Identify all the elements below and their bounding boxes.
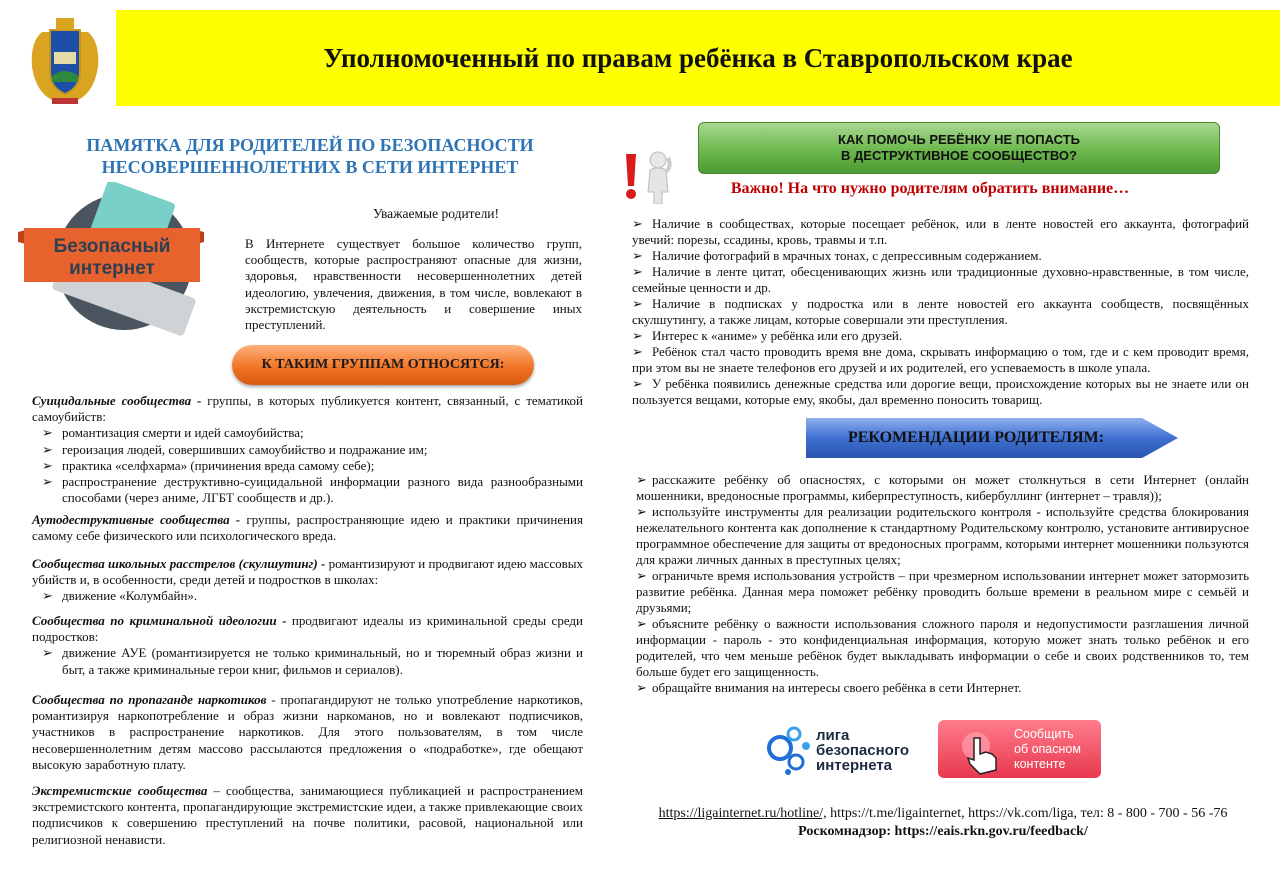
bullet-icon: ➢ [632, 216, 643, 231]
exclamation-person-icon [622, 148, 686, 204]
safe-logo-line: интернет [69, 258, 155, 279]
bullet-icon: ➢ [42, 474, 53, 490]
bullet-icon: ➢ [42, 441, 53, 457]
section-autodestructive [32, 512, 583, 544]
section-text: группы, распространяющие идею и практики причинения самому себе физического или психологического вреда. [32, 512, 583, 544]
list-item: Наличие в ленте цитат, обесценивающих жизнь или традиционные духовно-нравственные, в том числе, семейные ценности и др. [632, 264, 1249, 295]
hotline-link[interactable]: https://ligainternet.ru/hotline/, [658, 806, 827, 821]
bullet-icon: ➢ [42, 588, 53, 604]
list-item: романтизация смерти и идей самоубийства; [62, 425, 304, 441]
recommendations-list [636, 472, 1249, 696]
list-item: практика «селфхарма» (причинения вреда самому себе); [62, 457, 375, 473]
bullet-icon: ➢ [42, 425, 53, 441]
list-item: Наличие фотографий в мрачных тонах, с депрессивным содержанием. [652, 248, 1042, 263]
section-drugs [32, 692, 583, 773]
list-item: распространение деструктивно-суицидальной информации разного вида разнообразными способами (через аниме, ЛГБТ сообществ и др.). [62, 474, 583, 506]
bullet-icon: ➢ [632, 376, 643, 391]
liga-logo-line: интернета [816, 757, 893, 774]
list-item: используйте инструменты для реализации родительского контроля - используйте средства блокирования нежелательного контента как дополнение к стандартному Родительскому контролю, установите антивирусное программное обеспечение для защиты от вредоносных программ, которыми интернет мошенники пользуются для кражи личных данных в преступных целях; [636, 504, 1249, 567]
section-text: - пропагандируют не только употребление наркотиков, романтизируя наркопотребление и образ жизни наркоманов, но и вовлекают подписчиков, участников в распространение наркотиков. Для этого пользователям, в том числе несовершеннолетним детям массово рассылаются предложения о «подработке», где обещают высокую заработную плату. [32, 692, 583, 772]
safe-internet-logo [14, 182, 214, 342]
section-title: Сообщества школьных расстрелов (скулшутинг) - [32, 556, 326, 571]
contact-links [628, 806, 1258, 822]
help-heading-line: В ДЕСТРУКТИВНОЕ СООБЩЕСТВО? [841, 148, 1077, 163]
list-item: обращайте внимания на интересы своего ребёнка в сети Интернет. [652, 680, 1022, 695]
liga-logo-line: безопасного [816, 742, 910, 759]
report-button-label[interactable] [1014, 727, 1094, 772]
report-label-line: Сообщить [1014, 727, 1074, 741]
list-item: расскажите ребёнку об опасностях, с которыми он может столкнуться в сети Интернет (онлайн мошенники, вредоносные программы, киберпреступность, кибербуллинг (интернет – травля)); [636, 472, 1249, 503]
important-heading: Важно! На что нужно родителям обратить внимание… [730, 180, 1130, 197]
memo-title [40, 134, 580, 178]
list-item: Ребёнок стал часто проводить время вне дома, скрывать информацию о том, где и с кем проводит время, при этом вы не знаете телефонов его друзей и их родителей, его успеваемость в школе упала. [632, 344, 1249, 375]
liga-logo [766, 722, 926, 778]
bullet-icon: ➢ [632, 248, 643, 263]
section-criminal [32, 613, 583, 678]
bullet-icon: ➢ [636, 680, 647, 695]
list-item: У ребёнка появились денежные средства или дорогие вещи, происхождение которых вы не знаете или он пользуется вещами, которые ему, якобы, дал временно поносить товарищ. [632, 376, 1249, 407]
list-item: Наличие в подписках у подростка или в ленте новостей его аккаунта сообществ, посвящённых скулшутингу, а также лицам, которые совершали эти преступления. [632, 296, 1249, 327]
bullet-icon: ➢ [632, 344, 643, 359]
memo-title-line: НЕСОВЕРШЕННОЛЕТНИХ В СЕТИ ИНТЕРНЕТ [101, 157, 519, 177]
section-text: продвигают идеалы из криминальной среды среди подростков: [32, 613, 583, 645]
list-item: Интерес к «аниме» у ребёнка или его друзей. [652, 328, 903, 343]
rkn-feedback-link[interactable]: Роскомнадзор: https://eais.rkn.gov.ru/feedback/ [798, 824, 1088, 839]
help-heading-button [698, 122, 1220, 174]
section-text: романтизируют и продвигают идею массовых убийств и, в особенности, среди детей и подростков в школах: [32, 556, 583, 588]
section-title: Аутодеструктивные сообщества - [32, 512, 241, 527]
memo-title-line: ПАМЯТКА ДЛЯ РОДИТЕЛЕЙ ПО БЕЗОПАСНОСТИ [86, 135, 534, 155]
bullet-icon: ➢ [636, 616, 647, 631]
page-title: Уполномоченный по правам ребёнка в Ставропольском крае [323, 42, 1073, 73]
section-suicidal [32, 393, 583, 506]
list-item: объясните ребёнку о важности использования сложного пароля и недопустимости разглашения личной информации - пароль - это конфиденциальная информация, которую может знать только ребёнок и его родителей, что чем меньше ребёнок будет выкладывать информации о себе и своих родственников то, тем больше будет его защищенность. [636, 616, 1249, 679]
help-heading-line: КАК ПОМОЧЬ РЕБЁНКУ НЕ ПОПАСТЬ [838, 132, 1080, 147]
section-title: Экстремистские сообщества [32, 783, 208, 798]
bullet-icon: ➢ [42, 457, 53, 473]
groups-heading-button: К ТАКИМ ГРУППАМ ОТНОСЯТСЯ: [232, 345, 534, 385]
section-extremist [32, 783, 583, 848]
section-schoolshooting [32, 556, 583, 605]
section-title: Сообщества по пропаганде наркотиков [32, 692, 267, 707]
report-label-line: контенте [1014, 757, 1066, 771]
greeting: Уважаемые родители! [372, 206, 500, 221]
list-item: героизация людей, совершивших самоубийство и подражание им; [62, 441, 428, 457]
contact-links-rest: https://t.me/ligainternet, https://vk.com/liga, тел: 8 - 800 - 700 - 56 -76 [826, 806, 1228, 821]
list-item: движение «Колумбайн». [62, 588, 198, 604]
bullet-icon: ➢ [632, 296, 643, 311]
list-item: ограничьте время использования устройств – при чрезмерном использовании интернет может затормозить развитие ребёнка. Данная мера поможет ребёнку проводить больше времени в реальном мире с семьёй и друзьями; [636, 568, 1249, 615]
warning-signs-list [632, 216, 1249, 408]
section-text: группы, в которых публикуется контент, связанный, с тематикой самоубийств: [32, 393, 583, 425]
bullet-icon: ➢ [632, 264, 643, 279]
bullet-icon: ➢ [636, 568, 647, 583]
report-label-line: об опасном [1014, 742, 1081, 756]
bullet-icon: ➢ [632, 328, 643, 343]
safe-logo-line: Безопасный [53, 236, 171, 257]
list-item: движение АУЕ (романтизируется не только криминальный, но и тюремный образ жизни и быт, а также криминальные герои книг, фильмов и сериалов). [62, 645, 583, 677]
hand-pointer-icon [956, 730, 1004, 776]
bullet-icon: ➢ [636, 504, 647, 519]
coat-of-arms-icon [22, 12, 108, 108]
section-title: Сообщества по криминальной идеологии - [32, 613, 287, 628]
intro-text: В Интернете существует большое количество групп, сообществ, которые распространяют опасные для жизни, здоровья, нравственности несовершеннолетних детей идеологию, увлечения, движения, в том числе, вовлекают в экстремистскую деятельность и совершение иных преступлений. [245, 236, 582, 333]
bullet-icon: ➢ [42, 645, 53, 661]
section-text: – сообщества, занимающиеся публикацией и распространением экстремистского контента, пропагандирующие экстремистские идеи, а также привлекающие своих подписчиков к совершению преступлений на почве политики, расовой, национальной или религиозной ненависти. [32, 783, 583, 847]
liga-logo-line: лига [816, 727, 850, 744]
bullet-icon: ➢ [636, 472, 647, 487]
section-title: Суицидальные сообщества - [32, 393, 202, 408]
list-item: Наличие в сообществах, которые посещает ребёнок, или в ленте новостей его аккаунта, фотографий увечий: порезы, ссадины, кровь, травмы и т.п. [632, 216, 1249, 247]
recommendations-title: РЕКОМЕНДАЦИИ РОДИТЕЛЯМ: [847, 429, 1105, 446]
